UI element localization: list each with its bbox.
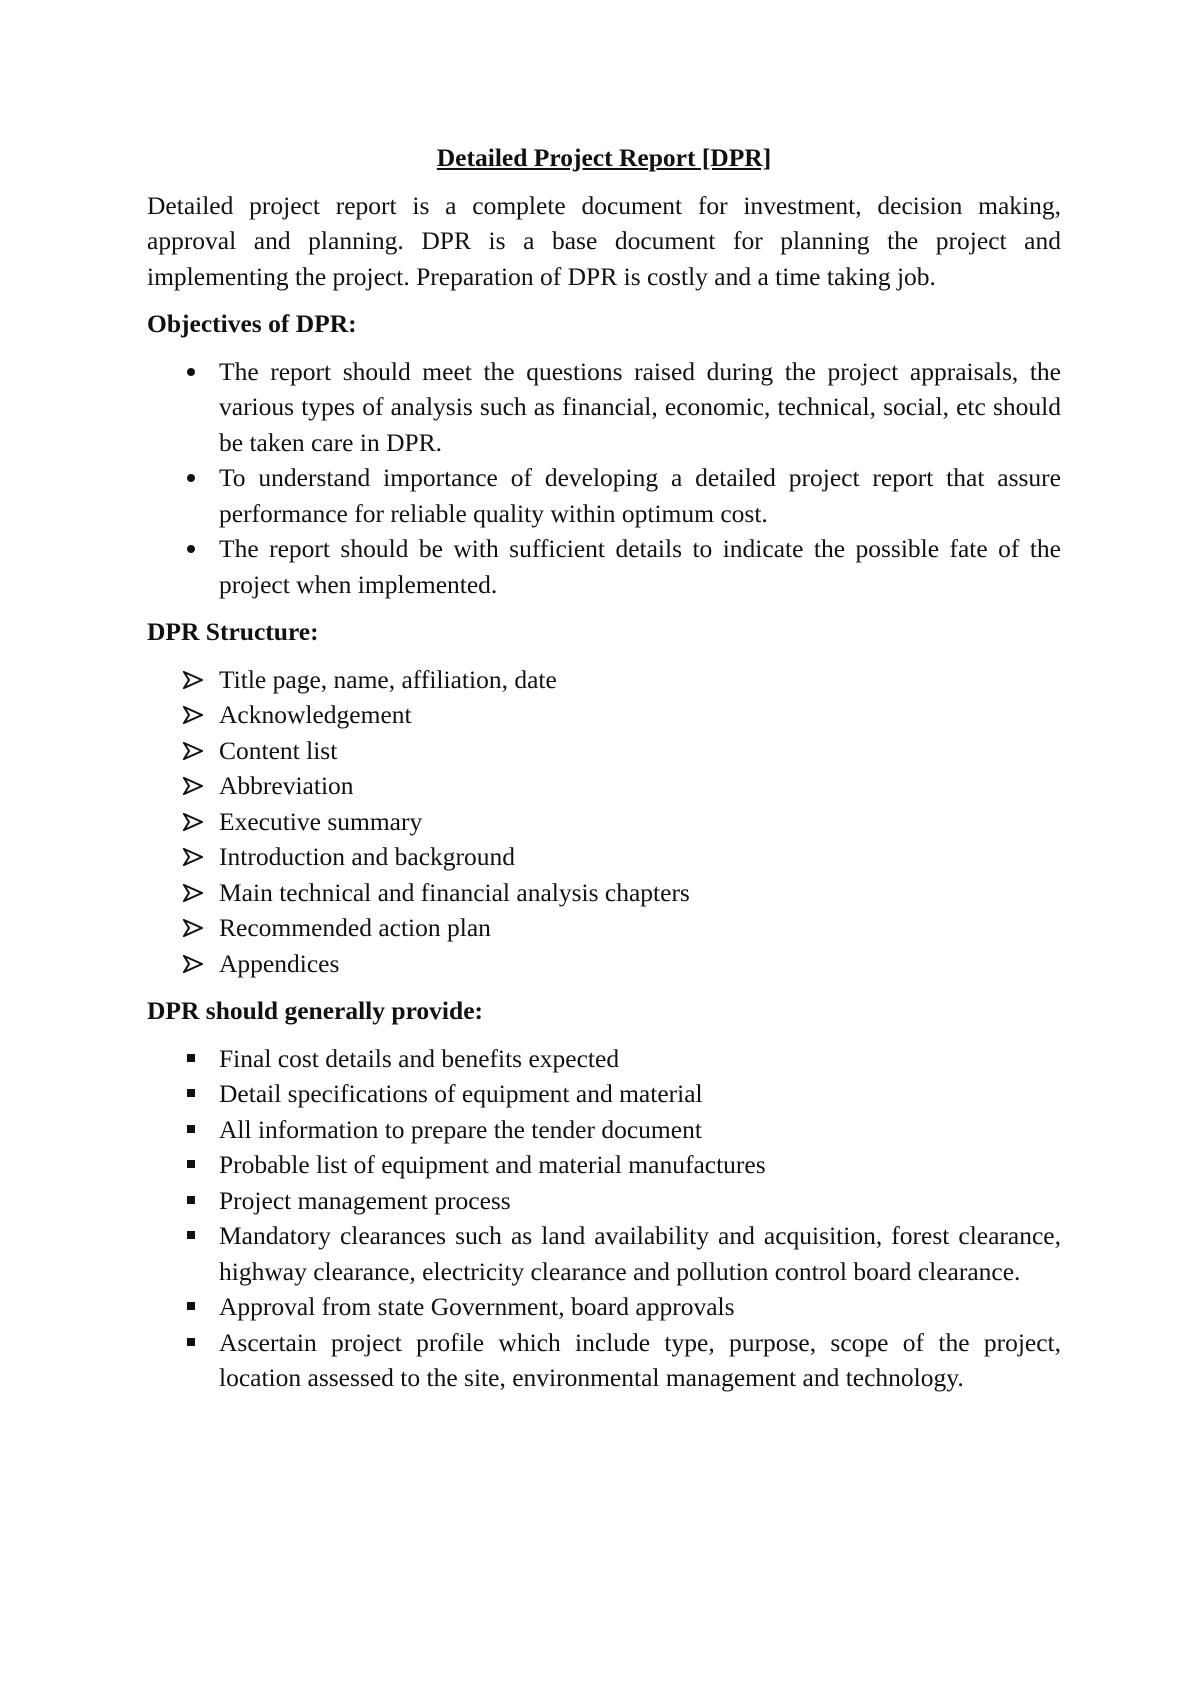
provide-text: Project management process — [219, 1185, 511, 1215]
arrowhead-bullet-icon — [183, 671, 203, 689]
bullet-dot-icon — [187, 545, 195, 553]
structure-text: Content list — [219, 735, 338, 765]
structure-item — [147, 839, 1061, 875]
arrowhead-bullet-icon — [183, 919, 203, 937]
structure-item — [147, 697, 1061, 733]
provide-item — [147, 1076, 1061, 1112]
objective-item — [147, 531, 1061, 602]
structure-text: Acknowledgement — [219, 700, 412, 729]
objectives-list — [147, 354, 1061, 603]
provide-item — [147, 1325, 1061, 1396]
structure-item — [147, 662, 1061, 698]
structure-item — [147, 768, 1061, 804]
square-bullet-icon — [187, 1338, 195, 1346]
bullet-dot-icon — [187, 368, 195, 376]
structure-text: Title page, name, affiliation, date — [219, 664, 557, 694]
square-bullet-icon — [187, 1160, 195, 1168]
objective-text: The report should meet the questions raised during the project appraisals, the various types of analysis such as financial, economic, technical, social, etc should be taken care in DPR. — [219, 356, 1061, 457]
provide-item — [147, 1147, 1061, 1183]
structure-text: Abbreviation — [219, 771, 354, 800]
provide-text: Ascertain project profile which include type, purpose, scope of the project, location assessed to the site, environmental management and technology. — [219, 1327, 1061, 1392]
objective-item — [147, 460, 1061, 531]
provide-text: Probable list of equipment and material manufactures — [219, 1150, 766, 1179]
structure-item — [147, 804, 1061, 840]
structure-text: Executive summary — [219, 806, 423, 836]
provide-text: Final cost details and benefits expected — [219, 1043, 620, 1073]
structure-text: Recommended action plan — [219, 913, 491, 942]
structure-list — [147, 662, 1061, 982]
square-bullet-icon — [187, 1196, 195, 1204]
structure-item — [147, 946, 1061, 982]
provide-item — [147, 1289, 1061, 1325]
objective-text: The report should be with sufficient details to indicate the possible fate of the project when implemented. — [219, 534, 1061, 599]
objective-item — [147, 354, 1061, 461]
square-bullet-icon — [187, 1089, 195, 1097]
provide-list — [147, 1041, 1061, 1396]
provide-item — [147, 1218, 1061, 1289]
structure-item — [147, 733, 1061, 769]
bullet-dot-icon — [187, 474, 195, 482]
provide-text: Detail specifications of equipment and material — [219, 1079, 703, 1108]
structure-text: Introduction and background — [219, 842, 516, 871]
square-bullet-icon — [187, 1125, 195, 1133]
provide-text: Mandatory clearances such as land availability and acquisition, forest clearance, highway clearance, electricity clearance and pollution control board clearance. — [219, 1221, 1061, 1286]
structure-heading: DPR Structure: — [147, 617, 319, 646]
provide-item — [147, 1183, 1061, 1219]
structure-text: Main technical and financial analysis chapters — [219, 877, 690, 907]
structure-text: Appendices — [219, 948, 340, 978]
objective-text: To understand importance of developing a detailed project report that assure performance for reliable quality within optimum cost. — [219, 463, 1061, 528]
arrowhead-bullet-icon — [183, 848, 203, 866]
provide-heading: DPR should generally provide: — [147, 996, 484, 1025]
square-bullet-icon — [187, 1054, 195, 1062]
arrowhead-bullet-icon — [183, 742, 203, 760]
arrowhead-bullet-icon — [183, 884, 203, 902]
document-title: Detailed Project Report [DPR] — [436, 143, 772, 172]
objectives-heading: Objectives of DPR: — [147, 309, 357, 338]
provide-item — [147, 1041, 1061, 1077]
arrowhead-bullet-icon — [183, 813, 203, 831]
square-bullet-icon — [187, 1302, 195, 1310]
arrowhead-bullet-icon — [183, 955, 203, 973]
intro-paragraph: Detailed project report is a complete document for investment, decision making, approval and planning. DPR is a base document for planning the project and implementing the project. Preparation of DPR is costly and a time taking job. — [147, 190, 1061, 291]
arrowhead-bullet-icon — [183, 777, 203, 795]
document-page — [147, 140, 1061, 1408]
provide-text: All information to prepare the tender document — [219, 1114, 702, 1144]
square-bullet-icon — [187, 1231, 195, 1239]
arrowhead-bullet-icon — [183, 706, 203, 724]
structure-item — [147, 910, 1061, 946]
structure-item — [147, 875, 1061, 911]
provide-item — [147, 1112, 1061, 1148]
provide-text: Approval from state Government, board approvals — [219, 1292, 735, 1321]
